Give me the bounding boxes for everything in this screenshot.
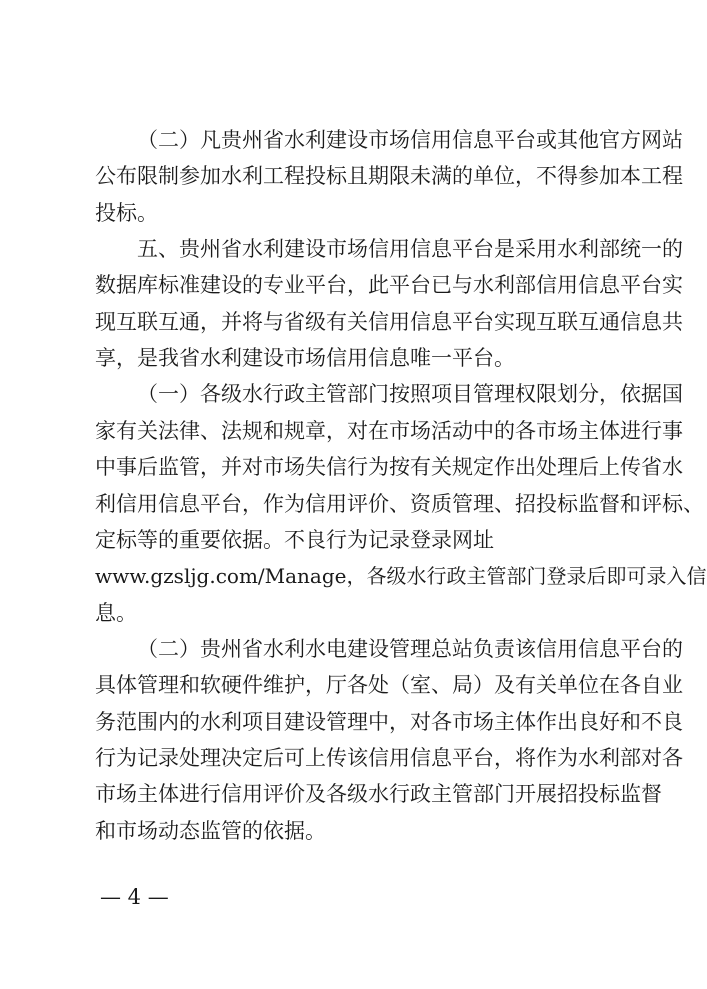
paragraph-line: 投标。	[95, 201, 158, 225]
paragraph-line: 利信用信息平台，作为信用评价、资质管理、招投标监督和评标、	[95, 492, 704, 516]
paragraph-line: 五、贵州省水利建设市场信用信息平台是采用水利部统一的	[137, 237, 683, 261]
paragraph-line-url: www.gzsljg.com/Manage，各级水行政主管部门登录后即可录入信	[95, 564, 707, 588]
paragraph-line: 务范围内的水利项目建设管理中，对各市场主体作出良好和不良	[95, 710, 683, 734]
paragraph-line: 家有关法律、法规和规章，对在市场活动中的各市场主体进行事	[95, 419, 683, 443]
paragraph-line: 享，是我省水利建设市场信用信息唯一平台。	[95, 346, 515, 370]
paragraph-line: 现互联互通，并将与省级有关信用信息平台实现互联互通信息共	[95, 310, 683, 334]
paragraph-line: （二）贵州省水利水电建设管理总站负责该信用信息平台的	[137, 637, 683, 661]
paragraph-line: 息。	[95, 601, 137, 625]
paragraph-line: 市场主体进行信用评价及各级水行政主管部门开展招投标监督	[95, 782, 662, 806]
paragraph-line: 公布限制参加水利工程投标且期限未满的单位，不得参加本工程	[95, 164, 683, 188]
paragraph-line: 行为记录处理决定后可上传该信用信息平台，将作为水利部对各	[95, 746, 683, 770]
paragraph-line: 数据库标准建设的专业平台，此平台已与水利部信用信息平台实	[95, 273, 683, 297]
paragraph-line: 中事后监管，并对市场失信行为按有关规定作出处理后上传省水	[95, 455, 683, 479]
paragraph-line: （一）各级水行政主管部门按照项目管理权限划分，依据国	[137, 382, 683, 406]
paragraph-line: 定标等的重要依据。不良行为记录登录网址	[95, 528, 494, 552]
paragraph-line: （二）凡贵州省水利建设市场信用信息平台或其他官方网站	[137, 128, 683, 152]
page-number: — 4 —	[100, 885, 169, 909]
paragraph-line: 和市场动态监管的依据。	[95, 819, 326, 843]
paragraph-line: 具体管理和软硬件维护，厅各处（室、局）及有关单位在各自业	[95, 673, 683, 697]
